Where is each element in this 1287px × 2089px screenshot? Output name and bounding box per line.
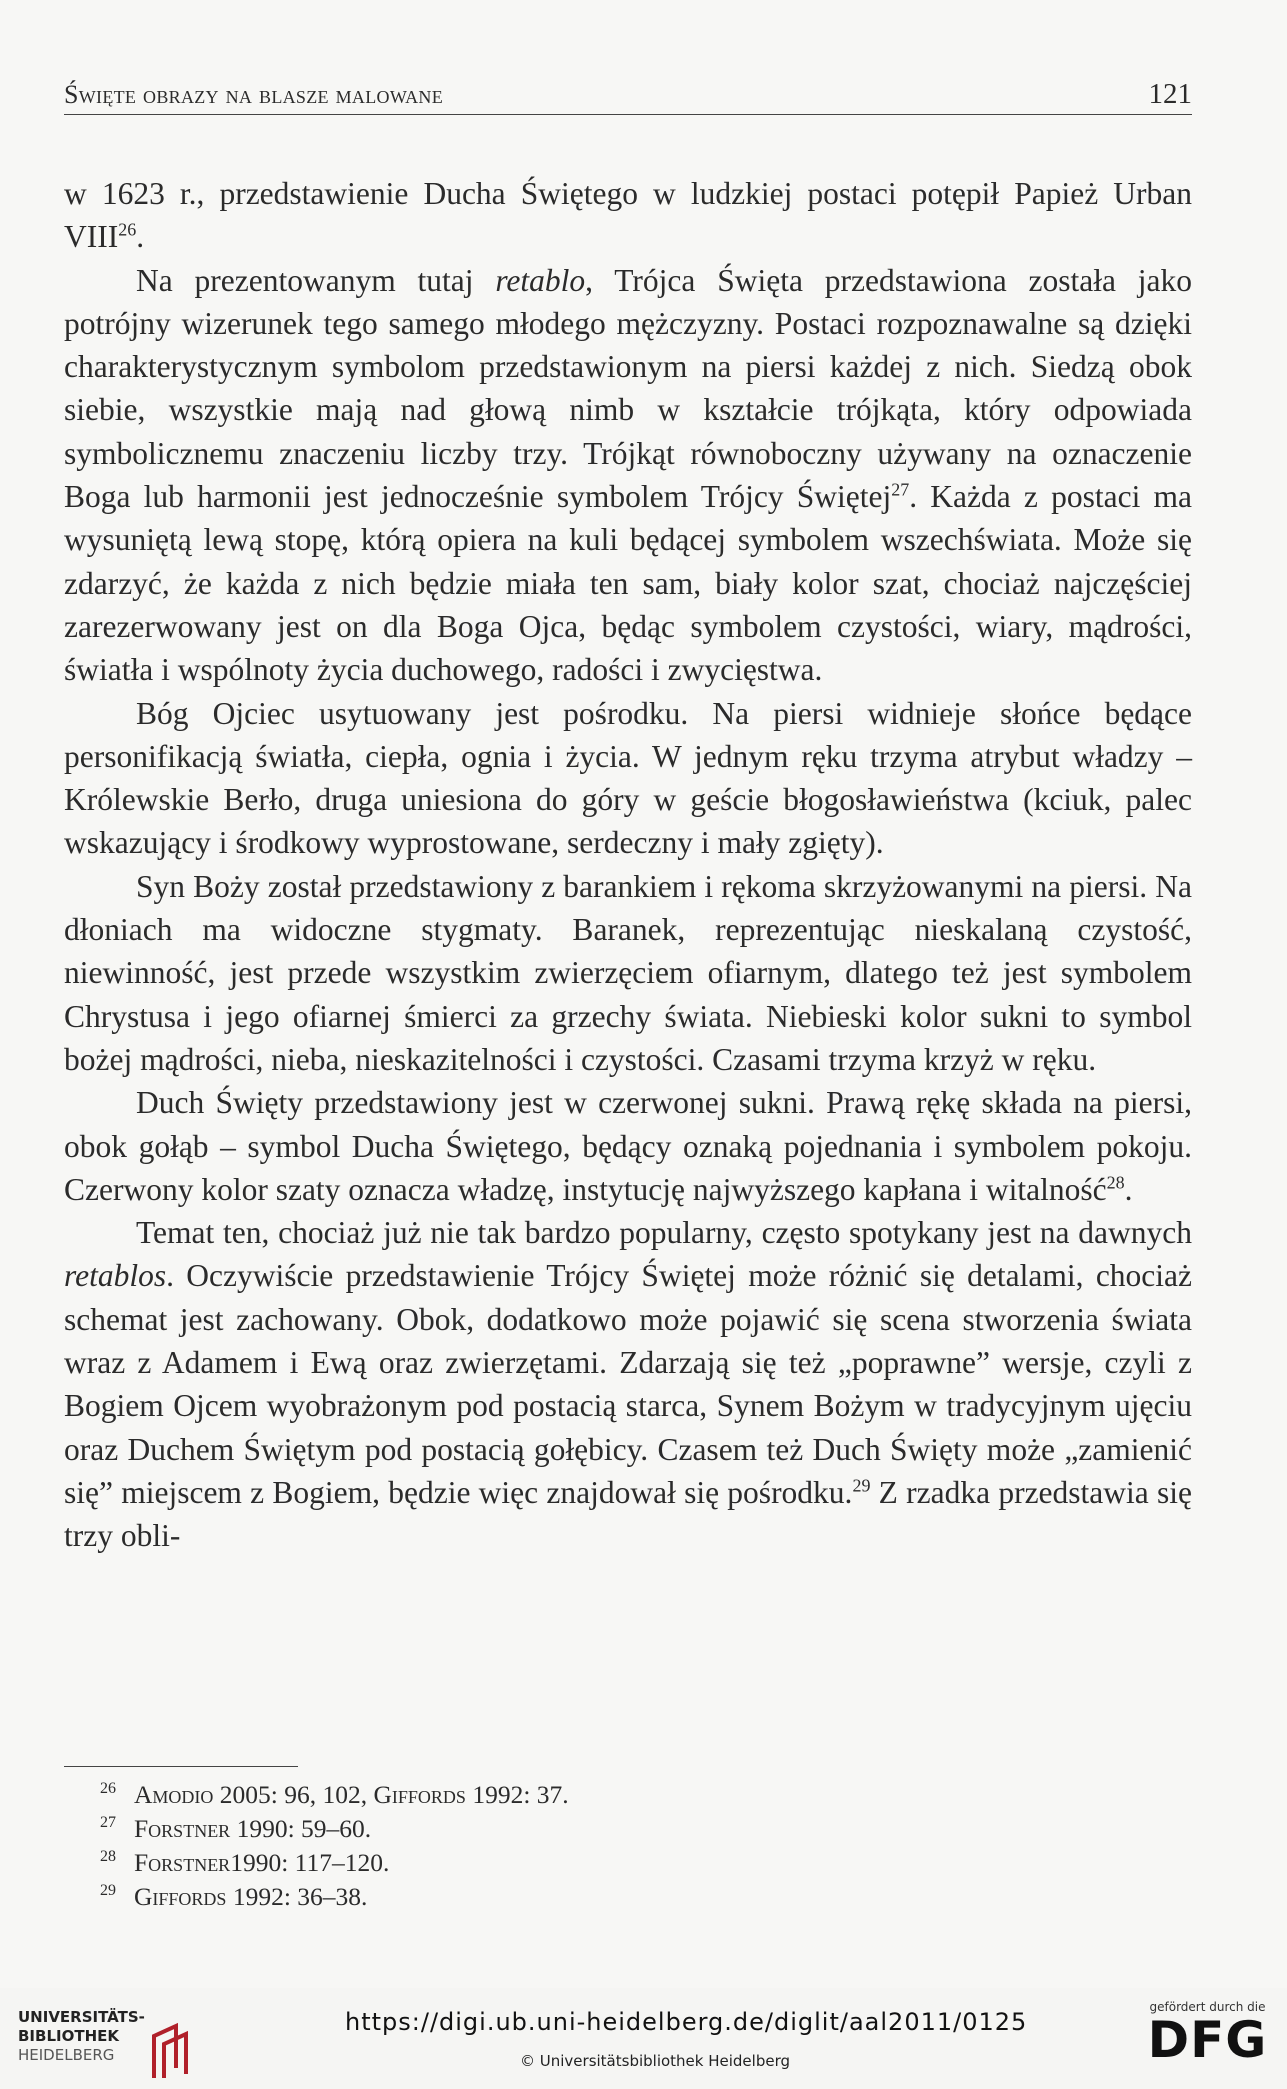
footnote bbox=[64, 1812, 1192, 1846]
dfg-wordmark: DFG bbox=[1147, 2011, 1268, 2069]
text-run: Bóg Ojciec usytuowany jest pośrodku. Na piersi widnieje słońce będące personifikacją światła, ciepła, ognia i życia. W jednym ręku trzyma atrybut władzy – Królewskie Berło, druga uniesiona do góry w geście błogosławieństwa (kciuk, palec wskazujący i środkowy wyprostowane, serdeczny i mały zgięty). bbox=[64, 695, 1192, 861]
paragraph bbox=[64, 259, 1192, 692]
body-text bbox=[64, 172, 1192, 1558]
paragraph bbox=[64, 172, 1192, 259]
footnote-separator bbox=[64, 1766, 298, 1767]
footnote-text: Giffords 1992: 36–38. bbox=[134, 1882, 368, 1911]
paragraph bbox=[64, 692, 1192, 865]
text-run: Temat ten, chociaż już nie tak bardzo popularny, często spotykany jest na dawnych bbox=[136, 1215, 1192, 1251]
footnote bbox=[64, 1880, 1192, 1914]
running-title: Święte obrazy na blasze malowane bbox=[64, 80, 444, 109]
library-name-line-3: HEIDELBERG bbox=[18, 2046, 115, 2064]
footnote-ref[interactable]: 26 bbox=[118, 219, 137, 240]
page-number: 121 bbox=[1148, 78, 1192, 110]
footnote-ref[interactable]: 28 bbox=[1106, 1172, 1125, 1193]
text-run: . Każda z postaci ma wysuniętą lewą stopę, którą opiera na kuli będącej symbolem wszechświata. Może się zdarzyć, że każda z nich będzie miała ten sam, biały kolor szat, chociaż najczęściej zarezerwowany jest on dla Boga Ojca, będąc symbolem czystości, wiary, mądrości, światła i wspólnoty życia duchowego, radości i zwycięstwa. bbox=[64, 479, 1192, 688]
paragraph bbox=[64, 1211, 1192, 1557]
italic-term: retablos bbox=[64, 1258, 167, 1294]
text-run: , Trójca Święta przedstawiona została jako potrójny wizerunek tego samego młodego mężczyzny. Postaci rozpoznawalne są dzięki charakterystycznym symbolom przedstawionym na piersi każdej z nich. Siedzą obok siebie, wszystkie mają nad głową nimb w kształcie trójkąta, który odpowiada symbolicznemu znaczeniu liczby trzy. Trójkąt równoboczny używany na oznaczenie Boga lub harmonii jest jednocześnie symbolem Trójcy Świętej bbox=[64, 262, 1192, 515]
dfg-logo[interactable] bbox=[1140, 2000, 1275, 2080]
footnote-number: 27 bbox=[100, 1814, 116, 1831]
footnotes bbox=[64, 1778, 1192, 1914]
permalink-url[interactable]: https://digi.ub.uni-heidelberg.de/diglit/aal2011/0125 bbox=[345, 2008, 1028, 2036]
footnote bbox=[64, 1778, 1192, 1812]
library-logo[interactable] bbox=[18, 2008, 193, 2078]
footnote-text: Forstner 1990: 59–60. bbox=[134, 1814, 372, 1843]
footnote-number: 26 bbox=[100, 1780, 116, 1797]
dfg-funding-note: gefördert durch die bbox=[1149, 2000, 1266, 2014]
library-name-line-1: UNIVERSITÄTS- bbox=[18, 2008, 145, 2026]
footnote-ref[interactable]: 27 bbox=[891, 479, 910, 500]
text-run: w 1623 r., przedstawienie Ducha Świętego w ludzkiej postaci potępił Papież Urban VIII bbox=[64, 176, 1192, 255]
text-run: . bbox=[136, 219, 145, 255]
library-mark-icon bbox=[146, 2020, 194, 2082]
footnote-number: 29 bbox=[100, 1882, 116, 1899]
digitization-footer bbox=[0, 1988, 1287, 2089]
text-run: . Oczywiście przedstawienie Trójcy Świętej może różnić się detalami, chociaż schemat jest zachowany. Obok, dodatkowo może pojawić się scena stworzenia świata wraz z Adamem i Ewą oraz zwierzętami. Zdarzają się też „poprawne” wersje, czyli z Bogiem Ojcem wyobrażonym pod postacią starca, Synem Bożym w tradycyjnym ujęciu oraz Duchem Świętym pod postacią gołębicy. Czasem też Duch Święty może „zamienić się” miejscem z Bogiem, będzie więc znajdował się pośrodku. bbox=[64, 1258, 1192, 1510]
library-name-line-2: BIBLIOTHEK bbox=[18, 2027, 119, 2045]
text-run: Duch Święty przedstawiony jest w czerwonej sukni. Prawą rękę składa na piersi, obok gołąb – symbol Ducha Świętego, będący oznaką pojednania i symbolem pokoju. Czerwony kolor szaty oznacza władzę, instytucję najwyższego kapłana i witalność bbox=[64, 1085, 1192, 1207]
page-header bbox=[64, 78, 1192, 115]
footnote bbox=[64, 1846, 1192, 1880]
footnote-number: 28 bbox=[100, 1848, 116, 1865]
copyright-notice: © Universitätsbibliothek Heidelberg bbox=[520, 2052, 791, 2070]
paragraph bbox=[64, 1081, 1192, 1211]
paragraph bbox=[64, 865, 1192, 1081]
footnote-ref[interactable]: 29 bbox=[852, 1475, 871, 1496]
text-run: Syn Boży został przedstawiony z barankiem i rękoma skrzyżowanymi na piersi. Na dłoniach ma widoczne stygmaty. Baranek, reprezentując nieskalaną czystość, niewinność, jest przede wszystkim zwierzęciem ofiarnym, dlatego też jest symbolem Chrystusa i jego ofiarnej śmierci za grzechy świata. Niebieski kolor sukni to symbol bożej mądrości, nieba, nieskazitelności i czystości. Czasami trzyma krzyż w ręku. bbox=[64, 868, 1192, 1077]
text-run: . bbox=[1124, 1171, 1133, 1207]
text-run: Na prezentowanym tutaj bbox=[136, 262, 496, 298]
text-run: Z rzadka przedstawia się trzy obli- bbox=[64, 1474, 1192, 1554]
italic-term: retablo bbox=[495, 262, 586, 298]
footnote-text: Forstner1990: 117–120. bbox=[134, 1848, 390, 1877]
footnote-text: Amodio 2005: 96, 102, Giffords 1992: 37. bbox=[134, 1780, 569, 1809]
